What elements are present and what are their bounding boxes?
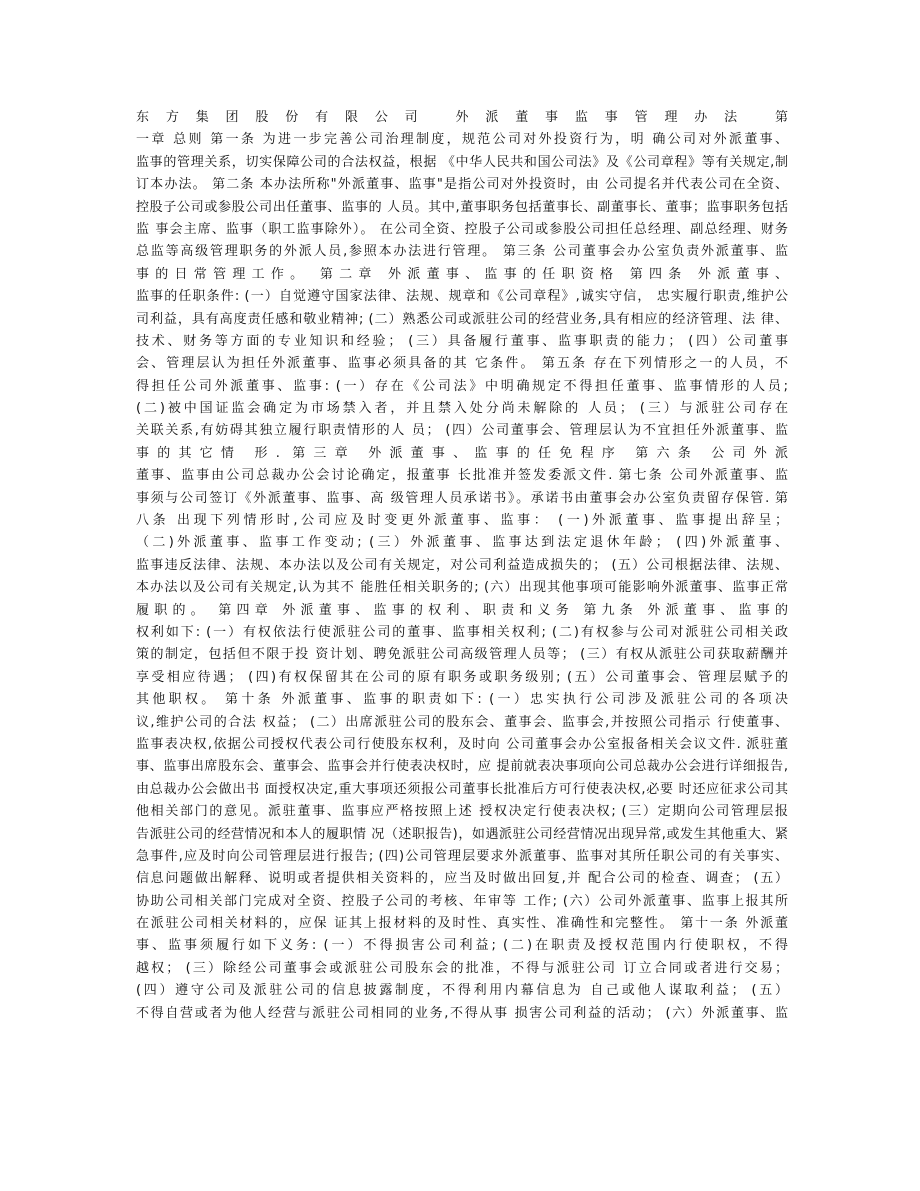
- text-line: 技术、财务等方面的专业知识和经验； (三）具备履行董事、监事职责的能力； (四）公司董事: [136, 333, 788, 349]
- text-line: (二)被中国证监会确定为市场禁入者，并且禁入处分尚未解除的 人员； (三）与派驻公司存在: [136, 401, 788, 417]
- text-line: 由总裁办公会做出书 面授权决定,重大事项还须报公司董事长批准后方可行使表决权,必要 时还应征求公司其: [136, 781, 788, 797]
- text-line: 本办法以及公司有关规定,认为其不 能胜任相关职务的; (六）出现其他事项可能影响外派董事、监事正常: [136, 580, 788, 596]
- text-line: 不得自营或者为他人经营与派驻公司相同的业务,不得从事 损害公司利益的活动； (六）外派董事、监: [136, 1005, 788, 1021]
- document-body: [136, 107, 788, 1025]
- text-line: 监事的任职条件: (一）自觉遵守国家法律、法规、规章和《公司章程》,诚实守信， 忠实履行职责,维护公: [136, 289, 788, 305]
- text-line: 八条 出现下列情形时,公司应及时变更外派董事、监事： (一)外派董事、监事提出辞呈；: [136, 513, 788, 529]
- text-line: 履职的。 第四章 外派董事、监事的权利、职责和义务 第九条 外派董事、监事的: [136, 602, 788, 618]
- text-line: 越权； (三）除经公司董事会或派驻公司股东会的批准，不得与派驻公司 订立合同或者进行交易；: [136, 960, 788, 976]
- text-line: 关联关系,有妨碍其独立履行职责情形的人 员； (四）公司董事会、管理层认为不宜担任外派董事、监: [136, 423, 788, 439]
- text-line: 享受相应待遇； (四)有权保留其在公司的原有职务或职务级别; (五）公司董事会、管理层赋予的: [136, 669, 788, 685]
- text-line: 他相关部门的意见。派驻董事、监事应严格按照上述 授权决定行使表决权; (三）定期向公司管理层报: [136, 804, 788, 820]
- text-line: 事、监事出席股东会、董事会、监事会并行使表决权时，应 提前就表决事项向公司总裁办公会进行详细报告,: [136, 759, 788, 775]
- text-line: 一章 总则 第一条 为进一步完善公司治理制度，规范公司对外投资行为，明 确公司对外派董事、: [136, 132, 788, 148]
- text-line: 其他职权。 第十条 外派董事、监事的职责如下: (一）忠实执行公司涉及派驻公司的各项决: [136, 692, 788, 708]
- text-line: 信息问题做出解释、说明或者提供相关资料的，应当及时做出回复,并 配合公司的检查、调查； (五）: [136, 871, 788, 887]
- text-line: 协助公司相关部门完成对全资、控股子公司的考核、年审等 工作; (六）公司外派董事、监事上报其所: [136, 893, 788, 909]
- text-line: 权利如下: (一）有权依法行使派驻公司的董事、监事相关权利; (二)有权参与公司对派驻公司相关政: [136, 624, 788, 640]
- text-line: 告派驻公司的经营情况和本人的履职情 况（述职报告)，如遇派驻公司经营情况出现异常,或发生其他重大、紧: [136, 826, 788, 842]
- text-line: 事须与公司签订《外派董事、监事、高 级管理人员承诺书》。承诺书由董事会办公室负责留存保管. 第: [136, 490, 788, 506]
- text-line: (四）遵守公司及派驻公司的信息披露制度，不得利用内幕信息为 自己或他人谋取利益； (五）: [136, 983, 788, 999]
- text-line: 会、管理层认为担任外派董事、监事必须具备的其 它条件。 第五条 存在下列情形之一的人员，不: [136, 356, 788, 372]
- text-line: 监事的管理关系，切实保障公司的合法权益，根据 《中华人民共和国公司法》及《公司章程》等有关规定,制: [136, 154, 788, 170]
- text-line: 事的日常管理工作。 第二章 外派董事、监事的任职资格 第四条 外派董事、: [136, 266, 788, 282]
- text-line: 事的其它情 形. 第三章 外派董事、监事的任免程序 第六条 公司外派: [136, 445, 788, 461]
- text-line: 监事表决权,依据公司授权代表公司行使股东权利，及时向 公司董事会办公室报备相关会议文件. 派驻董: [136, 736, 788, 752]
- text-line: 监 事会主席、监事（职工监事除外）。 在公司全资、控股子公司或参股公司担任总经理、副总经理、财务: [136, 221, 788, 237]
- text-line: 在派驻公司相关材料的，应保 证其上报材料的及时性、真实性、准确性和完整性。 第十一条 外派董: [136, 916, 788, 932]
- text-line: （二)外派董事、监事工作变动; (三）外派董事、监事达到法定退休年龄； (四)外派董事、: [136, 535, 788, 551]
- text-line: 司利益，具有高度责任感和敬业精神; (二）熟悉公司或派驻公司的经营业务,具有相应的经济管理、法 律、: [136, 311, 788, 327]
- text-line: 议,维护公司的合法 权益； (二）出席派驻公司的股东会、董事会、监事会,并按照公司指示 行使董事、: [136, 714, 788, 730]
- text-line: 策的制定，包括但不限于投 资计划、聘免派驻公司高级管理人员等； (三）有权从派驻公司获取薪酬并: [136, 647, 788, 663]
- text-line: 急事件,应及时向公司管理层进行报告; (四)公司管理层要求外派董事、监事对其所任职公司的有关事实、: [136, 848, 788, 864]
- document-header-line: 东方集团股份有限公司 外派董事监事管理办法 第: [136, 110, 788, 125]
- text-line: 事、监事须履行如下义务: (一）不得损害公司利益; (二)在职责及授权范围内行使职权，不得: [136, 938, 788, 954]
- text-line: 控股子公司或参股公司出任董事、监事的 人员。其中,董事职务包括董事长、副董事长、董事；监事职务包括: [136, 199, 788, 215]
- text-line: 监事违反法律、法规、本办法以及公司有关规定，对公司利益造成损失的； (五）公司根据法律、法规、: [136, 557, 788, 573]
- text-line: 订本办法。 第二条 本办法所称"外派董事、监事"是指公司对外投资时，由 公司提名并代表公司在全资、: [136, 177, 788, 193]
- text-line: 董事、监事由公司总裁办公会讨论确定，报董事 长批准并签发委派文件. 第七条 公司外派董事、监: [136, 468, 788, 484]
- text-line: 总监等高级管理职务的外派人员,参照本办法进行管理。 第三条 公司董事会办公室负责外派董事、监: [136, 244, 788, 260]
- text-line: 得担任公司外派董事、监事: (一）存在《公司法》中明确规定不得担任董事、监事情形的人员;: [136, 378, 788, 394]
